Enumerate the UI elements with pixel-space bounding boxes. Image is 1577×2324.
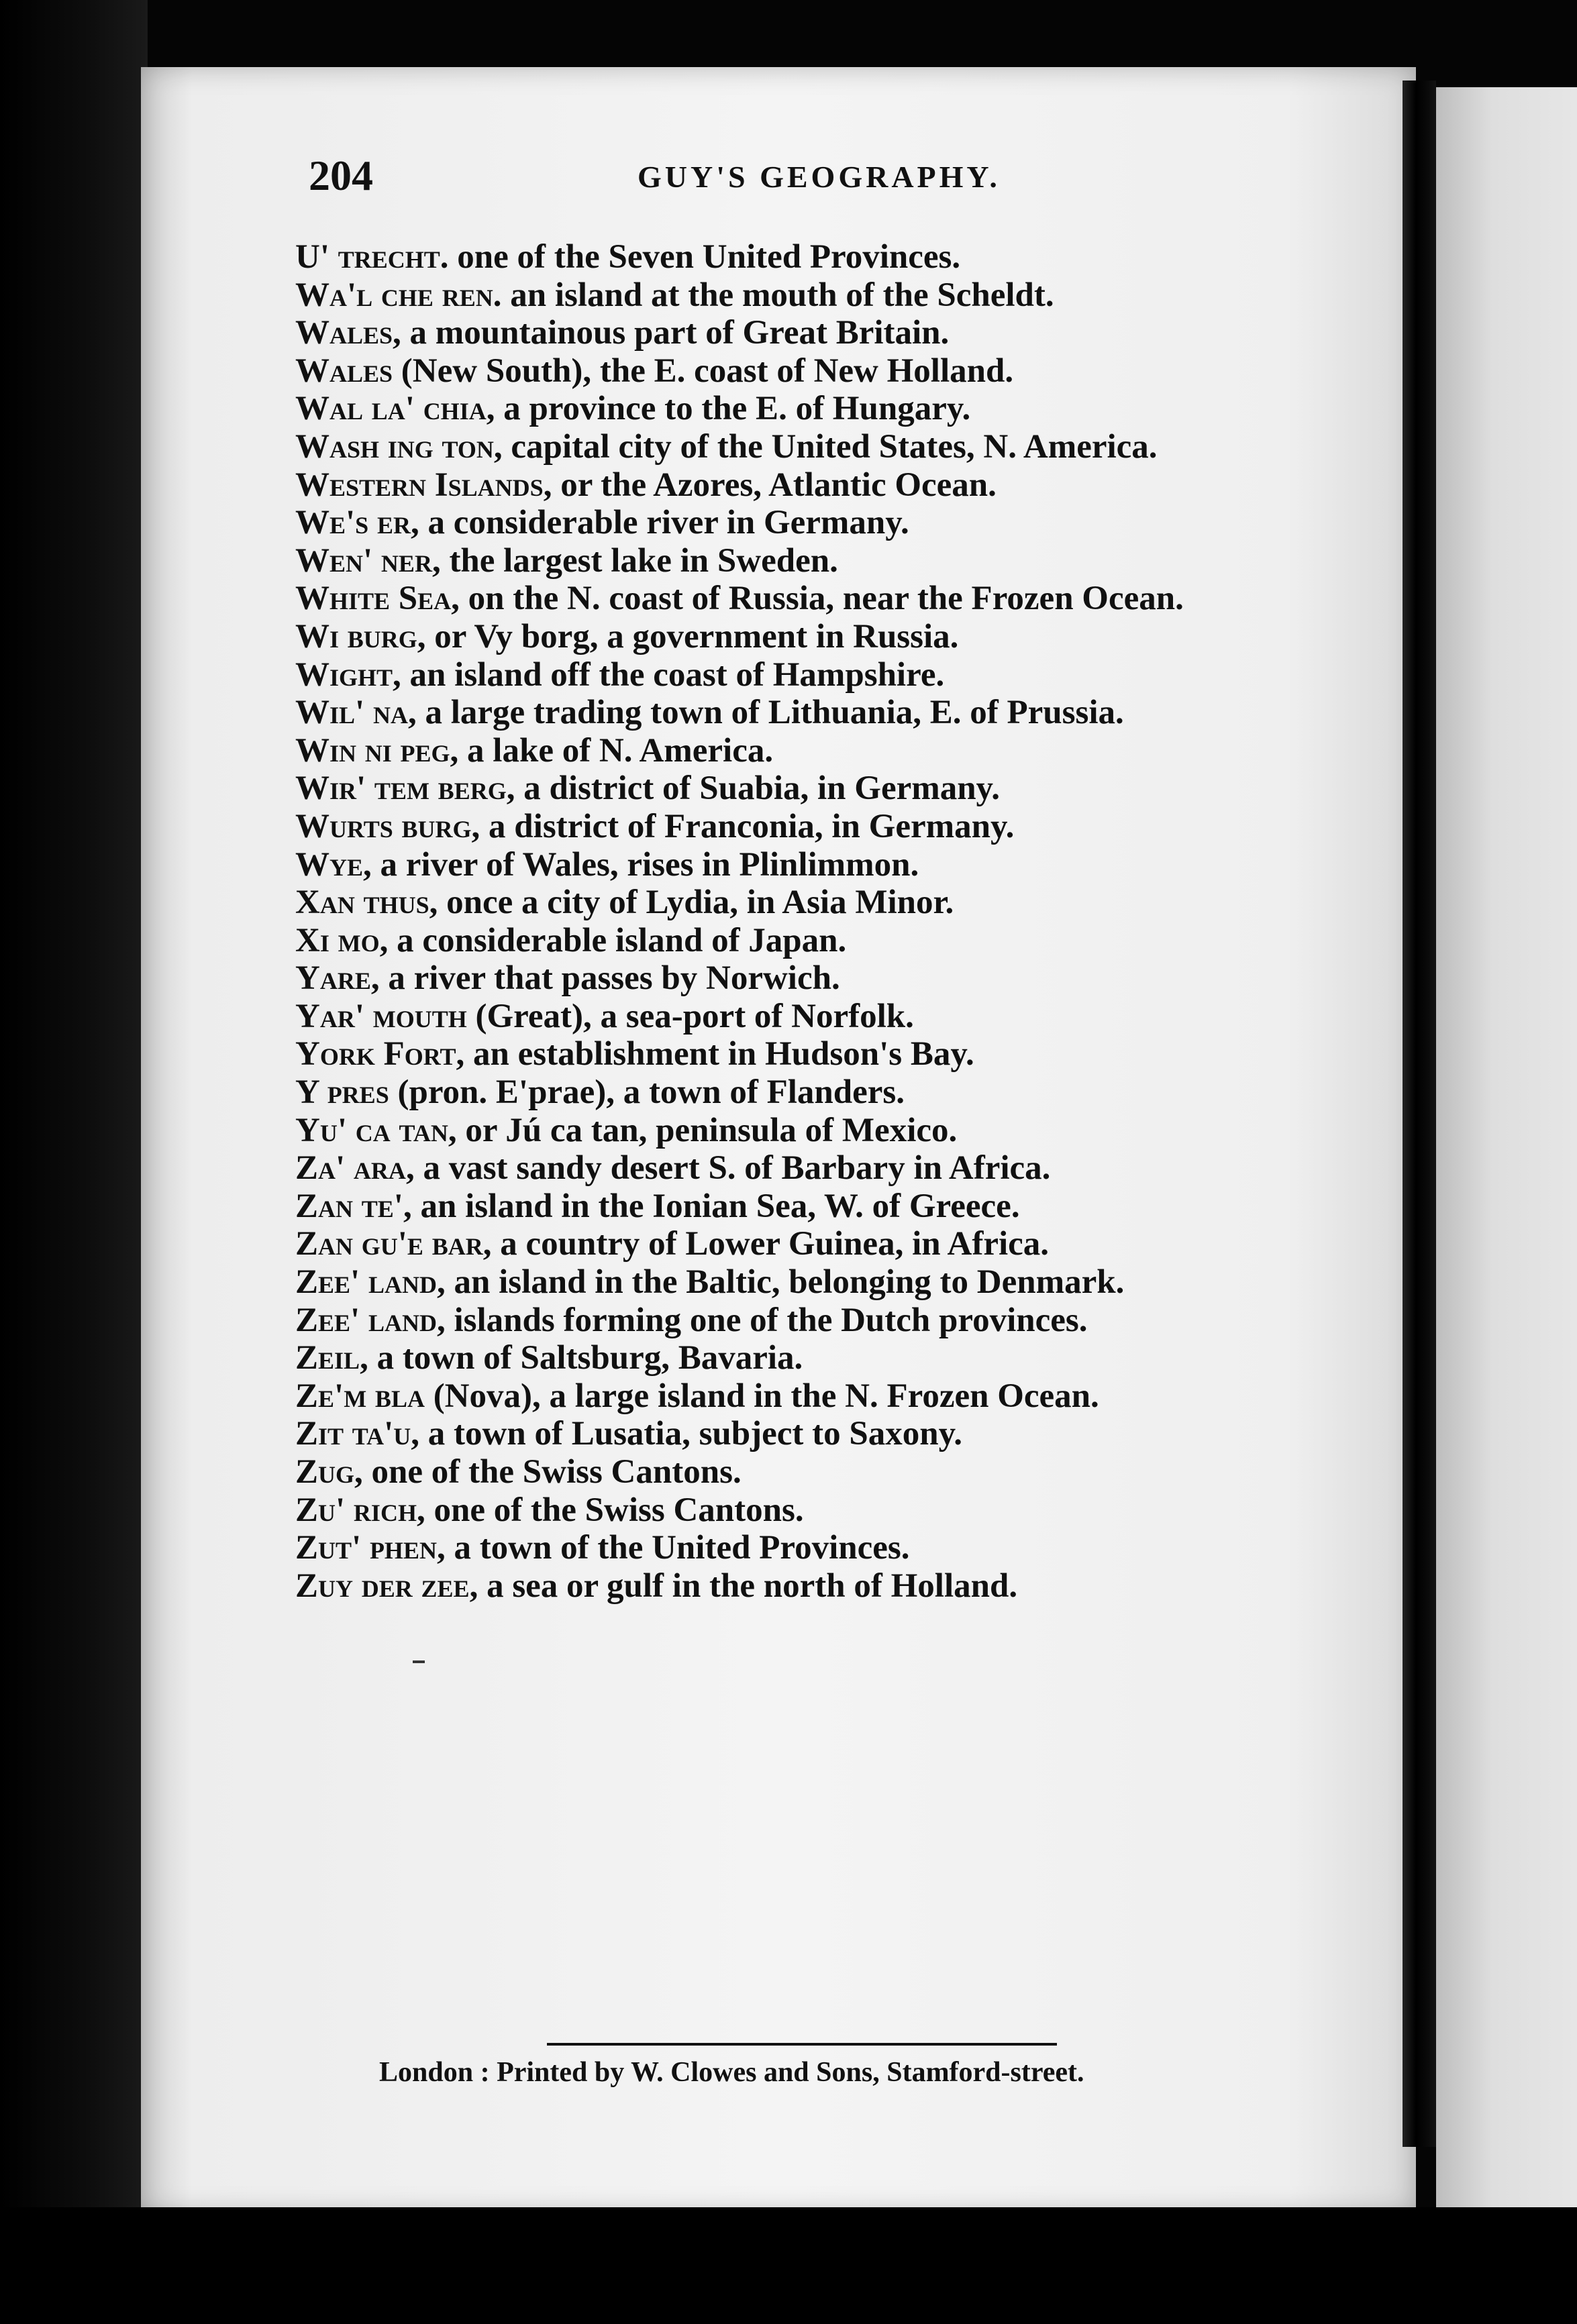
entry-term: Zan te' [295,1187,403,1225]
entry-term: Wales [295,314,393,352]
gazetteer-entry [295,1377,1396,1416]
entry-description: , one of the Swiss Cantons. [416,1491,804,1529]
entry-description: , the largest lake in Sweden. [431,541,838,580]
entry-description: , a sea or gulf in the north of Holland. [469,1567,1018,1605]
entry-term: Wa'l che ren [295,276,493,314]
entry-term: Wir' tem berg [295,770,507,808]
entry-term: Wales [295,352,393,390]
entry-term: Xan thus [295,884,429,922]
gazetteer-entry [295,1415,1396,1453]
gazetteer-entry [295,998,1396,1036]
gazetteer-entry [295,922,1396,960]
entry-description: , a lake of N. America. [450,731,774,770]
entry-description: (pron. E'prae), a town of Flanders. [389,1073,905,1112]
entry-term: U' trecht [295,238,440,276]
entry-description: , or Jú ca tan, peninsula of Mexico. [448,1111,958,1149]
entry-term: Win ni peg [295,731,450,770]
gazetteer-entry [295,1339,1396,1377]
entry-description: , one of the Swiss Cantons. [354,1453,742,1491]
gazetteer-entry [295,352,1396,390]
gazetteer-entry [295,1491,1396,1530]
entry-term: Wight [295,655,393,694]
gazetteer-entry [295,1567,1396,1605]
entry-term: Wil' na [295,694,408,732]
entry-description: , an establishment in Hudson's Bay. [456,1035,974,1073]
gazetteer-entry [295,732,1396,770]
entry-description: , a town of the United Provinces. [436,1529,910,1567]
page-gutter [1403,81,1436,2147]
gazetteer-entry [295,314,1396,352]
footer-rule [547,2043,1057,2046]
gazetteer-entry [295,428,1396,466]
entry-term: York Fort [295,1035,456,1073]
gazetteer-entry [295,1529,1396,1567]
entry-term: Y pres [295,1073,389,1112]
entry-description: . an island at the mouth of the Scheldt. [493,276,1054,314]
entry-description: , a town of Lusatia, subject to Saxony. [411,1415,963,1453]
entry-term: Yu' ca tan [295,1111,448,1149]
entry-description: , or Vy borg, a government in Russia. [417,617,959,655]
entry-description: , a mountainous part of Great Britain. [393,314,950,352]
entry-description: , a large trading town of Lithuania, E. of Prussia. [407,694,1124,732]
entry-description: , a considerable river in Germany. [410,504,909,542]
entry-description: , a river of Wales, rises in Plinlimmon. [363,845,919,884]
entry-description: , a district of Franconia, in Germany. [471,807,1015,845]
entry-description: , once a city of Lydia, in Asia Minor. [429,884,954,922]
entry-term: Wye [295,845,364,884]
gazetteer-entry [295,1073,1396,1112]
entry-description: , a town of Saltsburg, Bavaria. [360,1339,803,1377]
entry-term: Yare [295,959,371,998]
entry-term: Ze'm bla [295,1377,425,1415]
entry-term: Wal la' chia [295,390,487,428]
gazetteer-entry [295,580,1396,618]
entry-term: Zug [295,1453,355,1491]
entry-term: Zuy der zee [295,1567,470,1605]
entry-term: Zu' rich [295,1491,417,1529]
gazetteer-entry [295,694,1396,732]
gazetteer-entry [295,466,1396,505]
entry-term: Wash ing ton [295,427,494,466]
entry-description: (Nova), a large island in the N. Frozen Ocean. [424,1377,1099,1415]
gazetteer-entry [295,770,1396,808]
gazetteer-entry [295,618,1396,656]
entry-term: Zan gu'e bar [295,1225,483,1263]
running-title: GUY'S GEOGRAPHY. [638,160,1001,194]
gazetteer-entry [295,390,1396,428]
printer-imprint: London : Printed by W. Clowes and Sons, Stamford-street. [379,2057,1084,2088]
facing-page-edge [1436,87,1577,2207]
entry-term: Zut' phen [295,1529,437,1567]
entry-description: (New South), the E. coast of New Holland. [393,352,1014,390]
entry-term: Wurts burg [295,807,472,845]
gazetteer-entry [295,1149,1396,1187]
gazetteer-entry [295,808,1396,846]
entry-description: , a river that passes by Norwich. [370,959,840,998]
entry-term: Yar' mouth [295,997,467,1035]
entry-term: Wi burg [295,617,417,655]
gazetteer-entry [295,276,1396,315]
entry-description: , an island off the coast of Hampshire. [393,655,945,694]
entry-term: Western Islands [295,466,544,504]
gazetteer-entry [295,1453,1396,1491]
entry-description: , or the Azores, Atlantic Ocean. [543,466,997,504]
page-number: 204 [309,152,373,199]
gazetteer-entry [295,884,1396,922]
gazetteer-entry [295,1035,1396,1073]
entry-description: (Great), a sea-port of Norfolk. [466,997,914,1035]
entry-description: , a district of Suabia, in Germany. [506,770,1000,808]
gazetteer-entry [295,1112,1396,1150]
gazetteer-entry [295,1187,1396,1226]
gazetteer-entry [295,656,1396,694]
gazetteer-entry [295,1263,1396,1302]
gazetteer-entry [295,1302,1396,1340]
gazetteer-entry [295,1225,1396,1263]
entry-description: , a country of Lower Guinea, in Africa. [482,1225,1050,1263]
entry-term: Zeil [295,1339,360,1377]
entry-description: , an island in the Baltic, belonging to Denmark. [436,1263,1125,1302]
entry-description: , a province to the E. of Hungary. [486,390,971,428]
stray-mark [413,1660,425,1663]
gazetteer-entry [295,959,1396,998]
entry-description: , a considerable island of Japan. [379,921,847,959]
scan-background [0,2207,1577,2324]
entry-term: Zee' land [295,1263,437,1302]
entry-term: Zee' land [295,1301,437,1339]
book-binding-left [0,0,148,2324]
entry-description: , capital city of the United States, N. America. [493,427,1158,466]
gazetteer-entry [295,238,1396,276]
entry-term: Za' ara [295,1149,406,1187]
entry-description: . one of the Seven United Provinces. [440,238,961,276]
gazetteer-entry-list [295,238,1396,1605]
entry-description: , islands forming one of the Dutch provinces. [436,1301,1088,1339]
entry-term: White Sea [295,580,452,618]
entry-term: We's er [295,504,411,542]
gazetteer-entry [295,846,1396,884]
entry-description: , an island in the Ionian Sea, W. of Greece. [403,1187,1020,1225]
entry-term: Zit ta'u [295,1415,411,1453]
entry-description: , a vast sandy desert S. of Barbary in Africa. [405,1149,1051,1187]
gazetteer-entry [295,504,1396,542]
gazetteer-entry [295,542,1396,580]
entry-term: Xi mo [295,921,380,959]
entry-term: Wen' ner [295,541,432,580]
entry-description: , on the N. coast of Russia, near the Frozen Ocean. [451,580,1184,618]
page-header [309,151,1329,205]
